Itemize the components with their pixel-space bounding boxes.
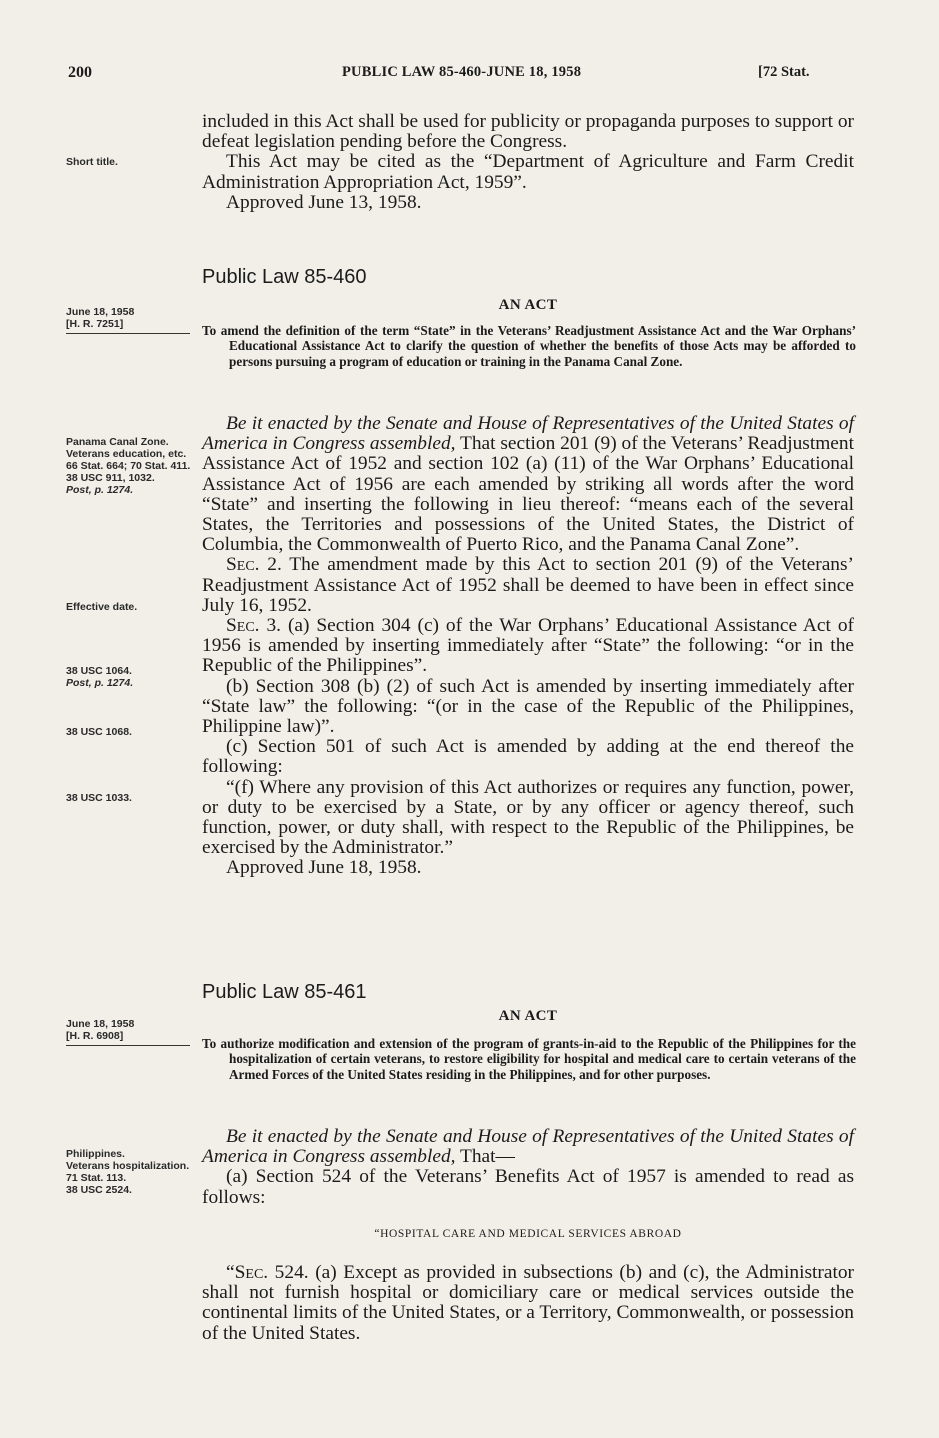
- law1-section3f: “(f) Where any provision of this Act authorizes or requires any function, power, or duty to be exercised by a State, or by any officer or agency thereof, such function, power, or duty shall, with respect to the Republic of the Philippines, be exercised by the Administrator.”: [202, 776, 854, 859]
- law1-margin-notes: [66, 436, 196, 496]
- margin-short-title: Short title.: [66, 156, 118, 168]
- law2-bill: [H. R. 6908]: [66, 1030, 124, 1042]
- law2-margin-date: [66, 1018, 196, 1042]
- law1-body: [202, 414, 854, 879]
- law2-purpose: [202, 1036, 856, 1082]
- margin-usc-2524: 38 USC 2524.: [66, 1184, 132, 1196]
- law2-enact: [202, 1127, 854, 1167]
- law1-bill: [H. R. 7251]: [66, 318, 124, 330]
- margin-usc-1064-group: [66, 665, 196, 689]
- law1-section1: [202, 414, 854, 555]
- margin-post2: Post, p. 1274.: [66, 677, 134, 689]
- law1-enacting-clause: Be it enacted by the Senate and House of Representatives of the United States of America in Congress assembled,: [202, 413, 854, 455]
- margin-veterans-education: Veterans education, etc.: [66, 448, 187, 460]
- law1-section3a-text: (a) Section 304 (c) of the War Orphans’ Educational Assistance Act of 1956 is amended by inserting immediately after “State” the following: “or in the Republic of the Philippines”.: [202, 615, 854, 677]
- law1-margin-date: [66, 306, 196, 330]
- page-number: 200: [68, 64, 92, 81]
- statute-reference: [72 Stat.: [758, 64, 810, 80]
- law2-date: June 18, 1958: [66, 1018, 135, 1030]
- law2-sec524-label: “Sec. 524.: [226, 1262, 309, 1283]
- law2-enacting-clause: Be it enacted by the Senate and House of Representatives of the United States of America in Congress assembled,: [202, 1126, 854, 1168]
- law1-section2: [202, 555, 854, 616]
- carryover-text: included in this Act shall be used for publicity or propaganda purposes to support or defeat legislation pending before the Congress.: [202, 111, 854, 153]
- margin-veterans-hosp: Veterans hospitalization.: [66, 1160, 190, 1172]
- margin-usc-1064: 38 USC 1064.: [66, 665, 132, 677]
- law1-act-label: AN ACT: [498, 297, 558, 313]
- margin-usc1: 38 USC 911, 1032.: [66, 472, 155, 484]
- margin-philippines: Philippines.: [66, 1148, 125, 1160]
- running-title: PUBLIC LAW 85-460-JUNE 18, 1958: [342, 64, 582, 80]
- law1-section3b: (b) Section 308 (b) (2) of such Act is amended by inserting immediately after “State law” the following: “(or in the case of the Republic of the Philippines, Philippine law)”.: [202, 675, 854, 738]
- law2-sec524-text: (a) Except as provided in subsections (b) and (c), the Administrator shall not furnish hospital or domiciliary care or medical services outside the continental limits of the United States, or a Territory, Commonwealth, or possession of the United States.: [202, 1262, 854, 1344]
- law1-sec2-label: Sec. 2.: [226, 554, 282, 576]
- law1-purpose-text: To amend the definition of the term “State” in the Veterans’ Readjustment Assistance Act and the War Orphans’ Educational Assistance Act to clarify the question of whether the benefits of those Acts may be afforded to persons pursuing a program of education or training in the Panama Canal Zone.: [202, 323, 856, 369]
- approved-date-2: Approved June 18, 1958.: [226, 857, 422, 879]
- law2-section-heading: “HOSPITAL CARE AND MEDICAL SERVICES ABROAD: [374, 1228, 682, 1240]
- margin-usc-1033: 38 USC 1033.: [66, 792, 132, 804]
- margin-usc-1068: 38 USC 1068.: [66, 726, 132, 738]
- margin-stat-ref1: 66 Stat. 664; 70 Stat. 411.: [66, 460, 191, 472]
- law1-title: Public Law 85-460: [202, 266, 367, 288]
- law2-body: [202, 1127, 854, 1208]
- law2-that: That—: [460, 1146, 515, 1168]
- law2-section-a: (a) Section 524 of the Veterans’ Benefits Act of 1957 is amended to read as follows:: [202, 1166, 854, 1208]
- law2-margin-notes: [66, 1148, 196, 1196]
- margin-post1: Post, p. 1274.: [66, 484, 134, 496]
- law2-title: Public Law 85-461: [202, 981, 367, 1003]
- law2-purpose-text: To authorize modification and extension of the program of grants-in-aid to the Republic of the Philippines for the hospitalization of certain veterans, to restore eligibility for hospital and medical care to certain veterans of the Armed Forces of the United States residing in the Philippines, and for other purposes.: [202, 1036, 856, 1082]
- law1-date: June 18, 1958: [66, 306, 135, 318]
- law1-section3c: (c) Section 501 of such Act is amended by adding at the end thereof the following:: [202, 736, 854, 778]
- law2-act-label: AN ACT: [498, 1008, 558, 1024]
- margin-panama: Panama Canal Zone.: [66, 436, 169, 448]
- law1-section2-text: The amendment made by this Act to section 201 (9) of the Veterans’ Readjustment Assistance Act of 1952 shall be deemed to have been in effect since July 16, 1952.: [202, 554, 855, 616]
- law2-sec524-paragraph: [202, 1263, 854, 1344]
- margin-divider-2: [66, 1045, 190, 1046]
- short-title-paragraph: This Act may be cited as the “Department of Agriculture and Farm Credit Administration Appropriation Act, 1959”.: [202, 151, 854, 193]
- approved-date-1: Approved June 13, 1958.: [226, 191, 422, 213]
- law1-purpose: [202, 323, 856, 369]
- law1-section3a: [202, 616, 854, 677]
- law2-sec524: [202, 1263, 854, 1344]
- law1-sec3-label: Sec. 3.: [226, 615, 281, 637]
- margin-effective-date: Effective date.: [66, 601, 138, 613]
- carryover-block: [202, 112, 854, 213]
- margin-divider: [66, 333, 190, 334]
- law1-section1-text: That section 201 (9) of the Veterans’ Readjustment Assistance Act of 1952 and section 102 (a) (11) of the War Orphans’ Educational Assistance Act of 1956 are each amended by striking all words after the word “State” and inserting the following in lieu thereof: “means each of the several States, the Territories and possessions of the United States, the District of Columbia, the Commonwealth of Puerto Rico, and the Panama Canal Zone”.: [202, 433, 854, 556]
- margin-stat-ref2: 71 Stat. 113.: [66, 1172, 127, 1184]
